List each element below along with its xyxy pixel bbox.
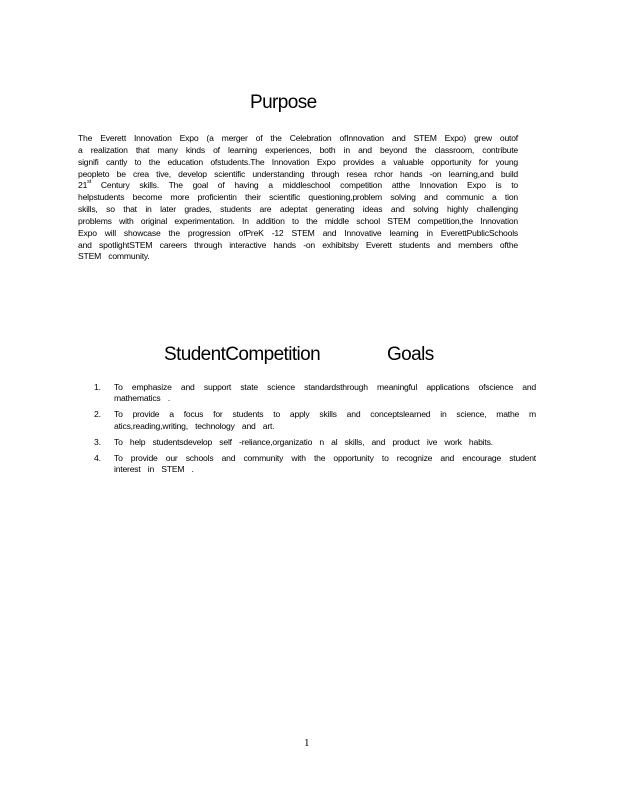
goal-text: To provide our schools and community with the opportunity to recognize and encourage student interest in STEM .: [114, 453, 536, 475]
goal-item: [94, 437, 536, 448]
goal-number: 3.: [94, 436, 101, 447]
competition-heading-part2: Goals: [387, 344, 434, 365]
goal-text: To emphasize and support state science standardsthrough meaningful applications ofscience and mathematics .: [114, 382, 536, 404]
purpose-text-part1: The Everett Innovation Expo (a merger of the Celebration ofInnovation and STEM Expo) grew outof a realization that many kinds of learning experiences, both in and beyond the classroom, contribute signifi cantly to the education ofstudents.The Innovation Expo provides a valuable opportunity for young peopleto be crea tive, develop scientific understanding through resea rchor hands -on learning,and build 21: [78, 133, 518, 191]
purpose-heading: Purpose: [250, 92, 317, 113]
goal-number: 4.: [94, 453, 101, 464]
goal-number: 1.: [94, 382, 101, 392]
goal-item: [94, 453, 536, 475]
ordinal-superscript: st: [87, 179, 92, 186]
goal-item: [94, 382, 536, 404]
goal-text: To help studentsdevelop self -reliance,organizatio n al skills, and product ive work habits.: [114, 436, 493, 447]
purpose-paragraph: [78, 133, 518, 263]
goal-text: To provide a focus for students to apply skills and conceptslearned in science, mathe m atics,reading,writing, technology and art.: [114, 409, 536, 431]
page-number: 1: [304, 737, 310, 749]
competition-heading-part1: StudentCompetition: [164, 344, 321, 365]
goals-list: [94, 382, 536, 480]
purpose-text-part2: Century skills. The goal of having a middleschool competition atthe Innovation Expo is to helpstudents become more proficientin their scientific questioning,problem solving and communic a tion skills, so that in later grades, students are adeptat generating ideas and solving highly challenging problems with original experimentation. In addition to the middle school STEM competition,the Innovation Expo will showcase the progression ofPreK -12 STEM and Innovative learning in EverettPublicSchools and spotlightSTEM careers through interactive hands -on exhibitsby Everett students and members ofthe STEM community.: [78, 180, 518, 262]
goal-item: [94, 409, 536, 431]
goal-number: 2.: [94, 409, 101, 420]
